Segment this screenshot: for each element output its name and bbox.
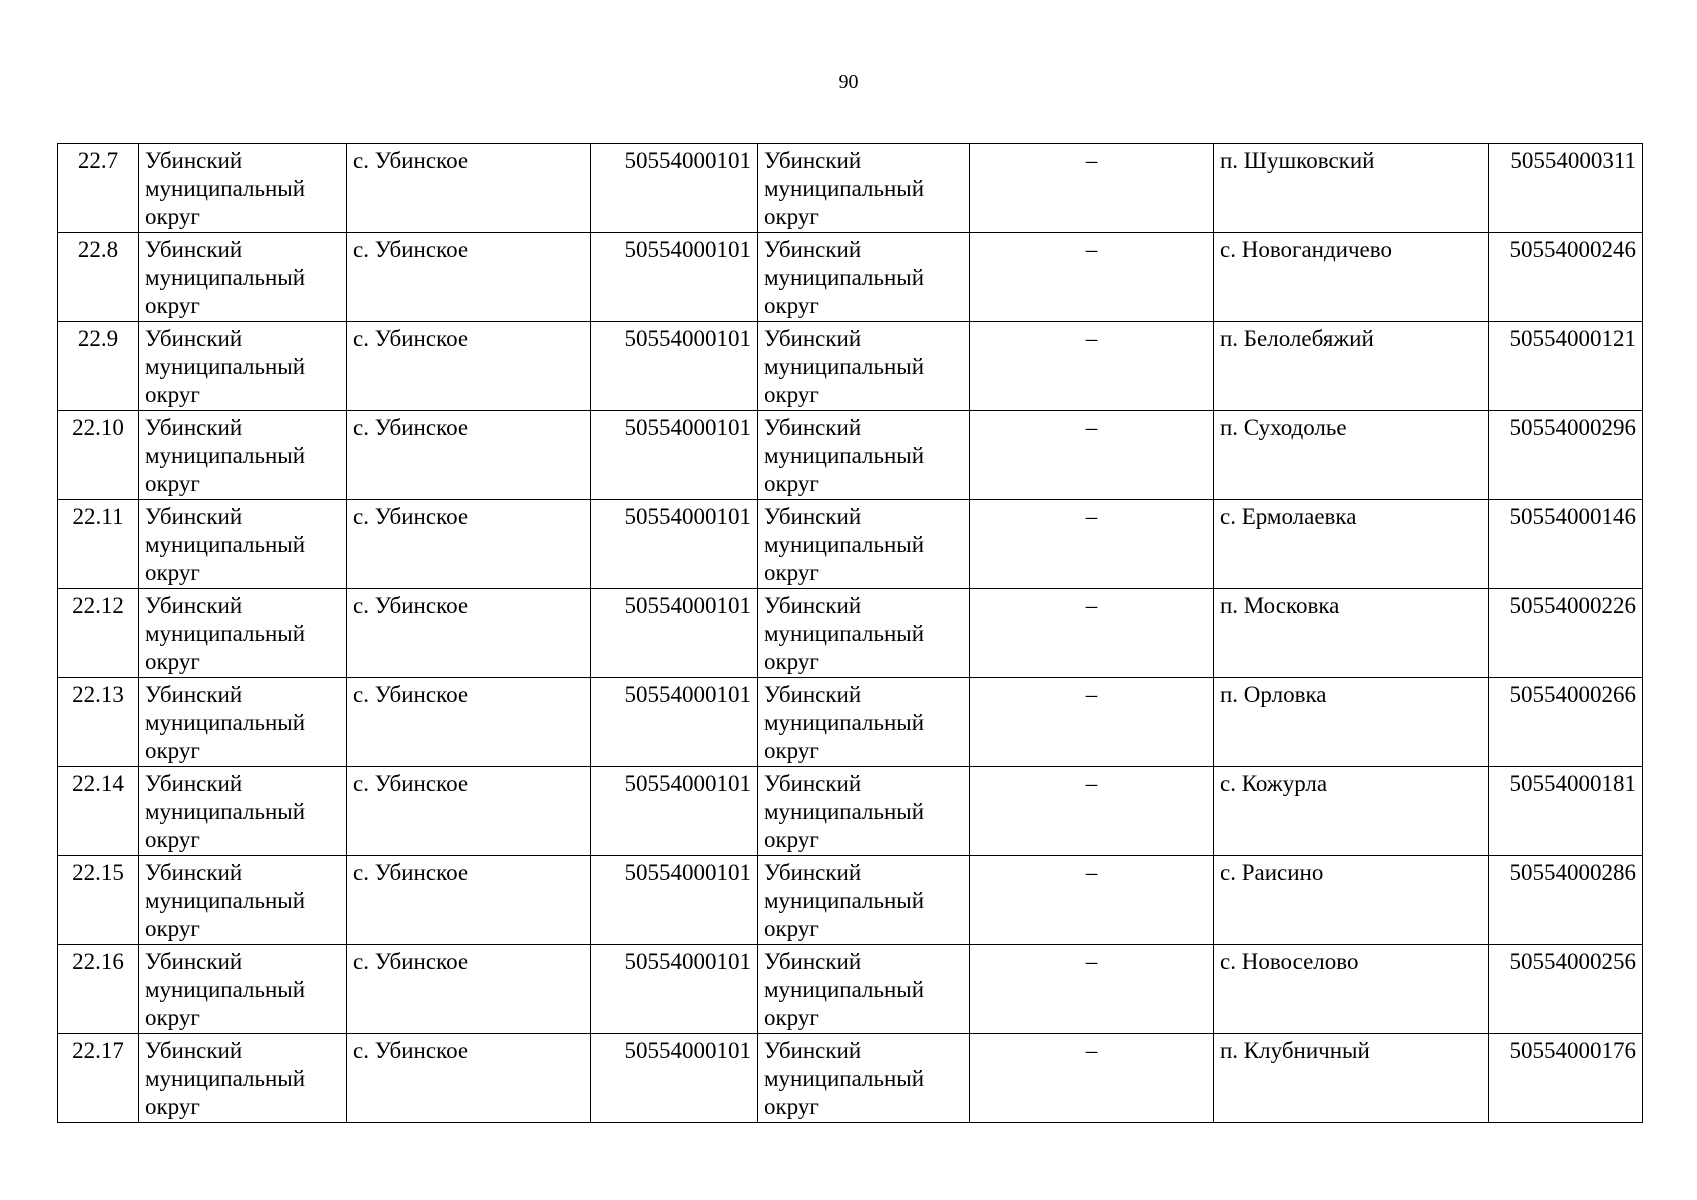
settlement-name: с. Убинское (347, 678, 591, 767)
settlement-code: 50554000101 (591, 500, 758, 589)
row-number: 22.10 (58, 411, 139, 500)
district-name: Убинский муниципальный округ (139, 500, 347, 589)
settlement-code: 50554000101 (591, 767, 758, 856)
district-name-2: Убинский муниципальный округ (758, 144, 970, 233)
settlement-name: с. Убинское (347, 322, 591, 411)
dash-cell: – (970, 856, 1214, 945)
settlement-name: с. Убинское (347, 767, 591, 856)
locality-name: с. Ермолаевка (1214, 500, 1489, 589)
locality-code: 50554000246 (1489, 233, 1643, 322)
district-name: Убинский муниципальный округ (139, 856, 347, 945)
locality-name: п. Орловка (1214, 678, 1489, 767)
district-name: Убинский муниципальный округ (139, 945, 347, 1034)
settlement-name: с. Убинское (347, 500, 591, 589)
settlement-code: 50554000101 (591, 589, 758, 678)
district-name: Убинский муниципальный округ (139, 144, 347, 233)
settlement-name: с. Убинское (347, 233, 591, 322)
row-number: 22.14 (58, 767, 139, 856)
locality-name: п. Белолебяжий (1214, 322, 1489, 411)
settlement-name: с. Убинское (347, 411, 591, 500)
locality-code: 50554000296 (1489, 411, 1643, 500)
district-name: Убинский муниципальный округ (139, 589, 347, 678)
row-number: 22.8 (58, 233, 139, 322)
dash-cell: – (970, 411, 1214, 500)
table-row (58, 678, 1643, 767)
settlement-code: 50554000101 (591, 322, 758, 411)
table-row (58, 411, 1643, 500)
district-name: Убинский муниципальный округ (139, 233, 347, 322)
row-number: 22.9 (58, 322, 139, 411)
settlement-code: 50554000101 (591, 144, 758, 233)
locality-code: 50554000266 (1489, 678, 1643, 767)
dash-cell: – (970, 500, 1214, 589)
district-name: Убинский муниципальный округ (139, 767, 347, 856)
dash-cell: – (970, 767, 1214, 856)
settlement-code: 50554000101 (591, 945, 758, 1034)
district-name: Убинский муниципальный округ (139, 322, 347, 411)
locality-name: с. Кожурла (1214, 767, 1489, 856)
table-row (58, 589, 1643, 678)
locality-code: 50554000146 (1489, 500, 1643, 589)
district-name: Убинский муниципальный округ (139, 411, 347, 500)
district-name-2: Убинский муниципальный округ (758, 500, 970, 589)
district-name: Убинский муниципальный округ (139, 678, 347, 767)
dash-cell: – (970, 589, 1214, 678)
district-name-2: Убинский муниципальный округ (758, 767, 970, 856)
locality-code: 50554000121 (1489, 322, 1643, 411)
dash-cell: – (970, 144, 1214, 233)
district-name-2: Убинский муниципальный округ (758, 233, 970, 322)
locality-name: с. Новогандичево (1214, 233, 1489, 322)
table-row (58, 767, 1643, 856)
row-number: 22.13 (58, 678, 139, 767)
dash-cell: – (970, 322, 1214, 411)
district-name-2: Убинский муниципальный округ (758, 856, 970, 945)
table-row (58, 856, 1643, 945)
locality-code: 50554000226 (1489, 589, 1643, 678)
locality-code: 50554000311 (1489, 144, 1643, 233)
dash-cell: – (970, 233, 1214, 322)
locality-name: п. Шушковский (1214, 144, 1489, 233)
district-name-2: Убинский муниципальный округ (758, 945, 970, 1034)
settlement-code: 50554000101 (591, 856, 758, 945)
district-name: Убинский муниципальный округ (139, 1034, 347, 1123)
settlement-code: 50554000101 (591, 678, 758, 767)
district-name-2: Убинский муниципальный округ (758, 678, 970, 767)
settlement-code: 50554000101 (591, 411, 758, 500)
settlement-name: с. Убинское (347, 856, 591, 945)
locality-name: п. Суходолье (1214, 411, 1489, 500)
table-body (58, 144, 1643, 1123)
settlement-name: с. Убинское (347, 144, 591, 233)
table-row (58, 233, 1643, 322)
locality-name: с. Раисино (1214, 856, 1489, 945)
locality-name: п. Московка (1214, 589, 1489, 678)
row-number: 22.7 (58, 144, 139, 233)
locality-name: п. Клубничный (1214, 1034, 1489, 1123)
table-row (58, 945, 1643, 1034)
locality-name: с. Новоселово (1214, 945, 1489, 1034)
locality-code: 50554000256 (1489, 945, 1643, 1034)
table-row (58, 322, 1643, 411)
row-number: 22.15 (58, 856, 139, 945)
settlement-name: с. Убинское (347, 945, 591, 1034)
settlement-code: 50554000101 (591, 233, 758, 322)
settlement-name: с. Убинское (347, 1034, 591, 1123)
row-number: 22.16 (58, 945, 139, 1034)
district-name-2: Убинский муниципальный округ (758, 589, 970, 678)
settlement-code: 50554000101 (591, 1034, 758, 1123)
row-number: 22.12 (58, 589, 139, 678)
settlement-name: с. Убинское (347, 589, 591, 678)
dash-cell: – (970, 1034, 1214, 1123)
page-number: 90 (838, 71, 859, 93)
row-number: 22.17 (58, 1034, 139, 1123)
locality-code: 50554000181 (1489, 767, 1643, 856)
district-name-2: Убинский муниципальный округ (758, 322, 970, 411)
district-name-2: Убинский муниципальный округ (758, 1034, 970, 1123)
table-row (58, 500, 1643, 589)
dash-cell: – (970, 945, 1214, 1034)
district-name-2: Убинский муниципальный округ (758, 411, 970, 500)
row-number: 22.11 (58, 500, 139, 589)
dash-cell: – (970, 678, 1214, 767)
locality-code: 50554000286 (1489, 856, 1643, 945)
table-row (58, 1034, 1643, 1123)
locality-code: 50554000176 (1489, 1034, 1643, 1123)
settlements-table (57, 143, 1643, 1123)
table-row (58, 144, 1643, 233)
